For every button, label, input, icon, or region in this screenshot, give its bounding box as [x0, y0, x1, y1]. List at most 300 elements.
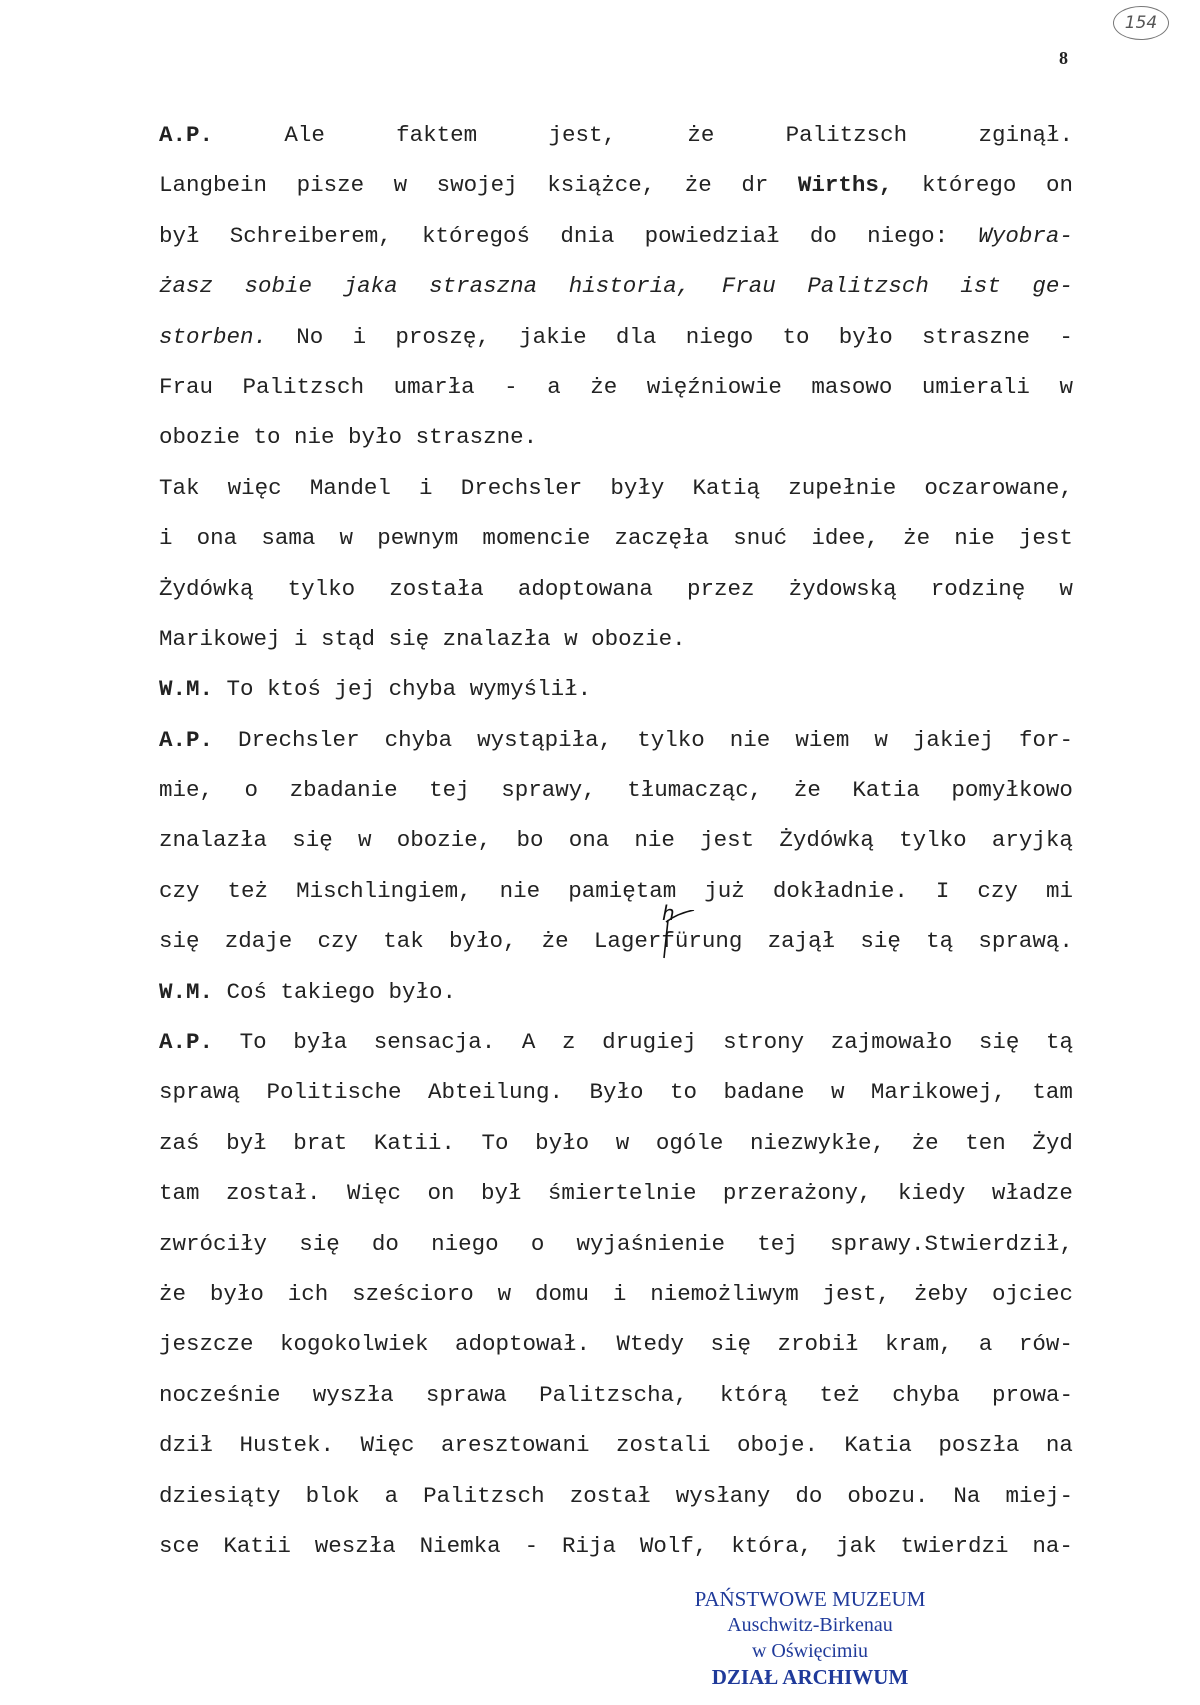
word: w — [357, 827, 372, 854]
word: rów- — [1018, 1331, 1073, 1358]
word: Wirths, — [797, 172, 893, 199]
word: Wtedy — [616, 1331, 684, 1358]
word: się — [710, 1331, 751, 1358]
text-line — [159, 312, 1073, 362]
word: - — [1059, 323, 1073, 350]
word: było — [838, 323, 893, 350]
word: i — [159, 525, 173, 552]
word: Drechsler — [460, 474, 583, 501]
word: był — [159, 222, 200, 249]
handwritten-correction: h — [662, 901, 675, 925]
word: się — [159, 928, 200, 955]
word: był — [480, 1180, 522, 1207]
word: Schreiberem, — [229, 222, 392, 249]
word: - — [504, 373, 518, 400]
word: to — [253, 424, 281, 451]
word: chyba — [892, 1381, 960, 1408]
word: sprawą — [159, 1079, 241, 1106]
word: Palitzsch — [785, 122, 908, 148]
handwritten-insertion-mark-icon — [660, 910, 696, 960]
word: ktoś — [267, 676, 322, 703]
word: i — [612, 1280, 627, 1307]
word: adoptowana — [517, 575, 653, 602]
word: było — [348, 424, 403, 451]
word: w — [339, 525, 354, 552]
text-line — [159, 1118, 1073, 1168]
word: Abteilung. — [427, 1079, 564, 1106]
word: umierali — [921, 373, 1030, 400]
word: się — [292, 827, 333, 854]
word: tą — [1045, 1029, 1073, 1056]
word: W.M. — [159, 676, 214, 703]
text-line — [159, 110, 1073, 160]
word: się — [299, 1230, 340, 1257]
word: oczarowane, — [924, 474, 1073, 501]
word: To — [481, 1129, 509, 1156]
word: jakie — [519, 323, 587, 350]
word: więźniowie — [646, 373, 782, 400]
word: i — [294, 625, 308, 652]
word: jeszcze — [159, 1331, 254, 1358]
word: oboje. — [736, 1432, 818, 1459]
word: jest — [700, 827, 755, 854]
word: Lagerfürung — [593, 928, 743, 955]
word: kogokolwiek — [279, 1331, 429, 1358]
word: momencie — [482, 525, 591, 552]
word: w — [1059, 373, 1073, 400]
word: on — [427, 1180, 455, 1207]
word: czy — [317, 928, 358, 955]
word: Palitzsch — [423, 1482, 545, 1509]
word: z — [561, 1029, 576, 1056]
word: aryjką — [991, 827, 1073, 854]
word: Politische — [266, 1079, 402, 1106]
word: niezwykłe, — [750, 1129, 886, 1156]
word: A.P. — [159, 1029, 214, 1056]
word: To — [239, 1029, 267, 1056]
word: for- — [1018, 726, 1073, 753]
word: Katia — [852, 777, 920, 804]
word: sześcioro — [352, 1280, 474, 1307]
document-body — [159, 110, 1073, 1571]
word: sprawą. — [978, 928, 1073, 955]
stamp-line-3: w Oświęcimiu — [751, 1640, 869, 1662]
word: władze — [991, 1180, 1073, 1207]
word: zaczęła — [614, 525, 710, 552]
word: miej- — [1005, 1482, 1073, 1509]
word: żydowską — [788, 575, 897, 602]
word: mi — [1045, 877, 1073, 904]
word: tej — [757, 1230, 798, 1257]
word: to — [669, 1079, 697, 1106]
word: aresztowani — [440, 1432, 590, 1459]
word: było. — [388, 978, 457, 1005]
word: Drechsler — [238, 726, 360, 753]
word: Katii — [223, 1532, 291, 1559]
word: tej — [429, 777, 470, 804]
text-line — [159, 211, 1073, 261]
word: Palitzsch — [807, 273, 929, 300]
word: w — [1059, 575, 1073, 602]
word: on — [1045, 172, 1073, 199]
word: była — [293, 1029, 348, 1056]
word: zostali — [615, 1432, 711, 1459]
word: na- — [1032, 1532, 1073, 1559]
word: wysłany — [675, 1482, 771, 1509]
word: Więc — [346, 1180, 401, 1207]
word: Wolf, — [639, 1532, 708, 1559]
word: Marikowej, — [870, 1079, 1006, 1106]
word: wyszła — [312, 1381, 394, 1408]
word: ten — [965, 1129, 1006, 1156]
word: to — [782, 323, 810, 350]
word: niemożliwym — [650, 1280, 799, 1307]
stamp-line-4: DZIAŁ ARCHIWUM — [711, 1665, 909, 1689]
word: wyjaśnienie — [576, 1230, 726, 1257]
word: Katii. — [373, 1129, 455, 1156]
word: domu — [534, 1280, 589, 1307]
word: straszna — [429, 273, 538, 300]
word: ona — [568, 827, 610, 854]
word: nie — [634, 827, 675, 854]
word: To — [226, 676, 254, 703]
text-line — [159, 1168, 1073, 1218]
word: umarła — [393, 373, 475, 400]
text-line — [159, 564, 1073, 614]
word: A.P. — [159, 122, 214, 148]
word: został. — [225, 1180, 321, 1207]
word: Niemka — [419, 1532, 501, 1559]
text-line — [159, 866, 1073, 916]
text-line — [159, 967, 1073, 1017]
word: Żydówką — [159, 575, 254, 602]
word: dziesiąty — [159, 1482, 281, 1509]
text-line — [159, 664, 1073, 714]
word: A.P. — [159, 726, 214, 753]
word: nie — [499, 877, 541, 904]
text-line — [159, 513, 1073, 563]
word: kiedy — [897, 1180, 966, 1207]
stamp-line-1: PAŃSTWOWE MUZEUM — [694, 1587, 926, 1611]
word: jaka — [343, 273, 398, 300]
word: obozie, — [396, 827, 492, 854]
word: chyba — [388, 676, 457, 703]
word: sprawa — [425, 1381, 507, 1408]
word: którego — [921, 172, 1017, 199]
word: sprawy.Stwierdził, — [829, 1230, 1073, 1257]
word: masowo — [811, 373, 893, 400]
text-line — [159, 1420, 1073, 1470]
word: A — [521, 1029, 536, 1056]
word: że — [541, 928, 569, 955]
word: pomyłkowo — [951, 777, 1073, 804]
word: historia, — [568, 273, 691, 300]
word: niego: — [867, 222, 949, 249]
text-line — [159, 765, 1073, 815]
text-line — [159, 1017, 1073, 1067]
word: do — [371, 1230, 399, 1257]
word: nie — [954, 525, 995, 552]
word: faktem — [396, 122, 478, 148]
word: straszne — [922, 323, 1031, 350]
word: zaś — [159, 1129, 200, 1156]
word: poszła — [938, 1432, 1020, 1459]
word: było — [209, 1280, 264, 1307]
word: było — [535, 1129, 590, 1156]
word: adoptował. — [454, 1331, 591, 1358]
word: sobie — [244, 273, 313, 300]
word: kram, — [884, 1331, 953, 1358]
word: się — [860, 928, 901, 955]
word: sce — [159, 1532, 200, 1559]
word: obozie — [159, 424, 241, 451]
word: książce, — [547, 172, 656, 199]
word: o — [530, 1230, 545, 1257]
word: Palitzscha, — [539, 1381, 688, 1408]
text-line — [159, 160, 1073, 210]
word: straszne. — [415, 424, 538, 451]
word: W.M. — [159, 978, 214, 1005]
word: nie — [294, 424, 335, 451]
word: się — [388, 625, 430, 652]
word: zdaje — [224, 928, 293, 955]
word: pewnym — [377, 525, 459, 552]
word: Palitzsch — [242, 373, 365, 400]
word: pisze — [296, 172, 365, 199]
word: Było — [589, 1079, 644, 1106]
word: wiem — [795, 726, 850, 753]
word: zupełnie — [788, 474, 897, 501]
word: i — [352, 323, 367, 350]
word: storben. — [159, 323, 268, 350]
word: Coś — [226, 978, 268, 1005]
word: o — [244, 777, 259, 804]
word: tłumacząc, — [627, 777, 763, 804]
word: że — [590, 373, 618, 400]
word: też — [227, 877, 269, 904]
word: dokładnie. — [772, 877, 908, 904]
word: w — [830, 1079, 845, 1106]
word: dla — [615, 323, 657, 350]
word: sensacja. — [373, 1029, 496, 1056]
word: No — [296, 323, 324, 350]
word: Frau — [721, 273, 776, 300]
text-line — [159, 261, 1073, 311]
word: tam — [1032, 1079, 1073, 1106]
word: było, — [448, 928, 517, 955]
word: proszę, — [395, 323, 490, 350]
text-line — [159, 463, 1073, 513]
word: Więc — [360, 1432, 415, 1459]
word: twierdzi — [900, 1532, 1009, 1559]
word: stąd — [321, 625, 376, 652]
word: obozie. — [591, 625, 686, 652]
word: dr — [741, 172, 769, 199]
word: Langbein — [159, 172, 268, 199]
word: Katią — [692, 474, 761, 501]
word: tak — [383, 928, 424, 955]
word: do — [795, 1482, 823, 1509]
word: obozu. — [847, 1482, 929, 1509]
text-line — [159, 1370, 1073, 1420]
word: została — [389, 575, 484, 602]
word: ona — [196, 525, 238, 552]
word: że — [911, 1129, 939, 1156]
word: swojej — [436, 172, 518, 199]
word: Ale — [284, 122, 325, 148]
word: zbadanie — [289, 777, 398, 804]
word: że — [159, 1280, 187, 1307]
word: tylko — [899, 827, 967, 854]
word: przerażony, — [722, 1180, 872, 1207]
word: bo — [516, 827, 544, 854]
word: jest, — [822, 1280, 891, 1307]
text-line — [159, 1067, 1073, 1117]
word: jej — [334, 676, 376, 703]
word: tą — [926, 928, 954, 955]
word: też — [819, 1381, 861, 1408]
word: że — [687, 122, 715, 148]
word: ojciec — [991, 1280, 1073, 1307]
word: dnia — [560, 222, 615, 249]
word: znalazła — [442, 625, 551, 652]
word: że — [903, 525, 931, 552]
word: i — [419, 474, 433, 501]
word: w — [874, 726, 888, 753]
word: ist — [960, 273, 1001, 300]
word: - — [524, 1532, 539, 1559]
word: w — [497, 1280, 512, 1307]
word: zwróciły — [159, 1230, 268, 1257]
text-line — [159, 815, 1073, 865]
word: były — [610, 474, 665, 501]
word: strony — [723, 1029, 805, 1056]
word: Rija — [561, 1532, 616, 1559]
word: zginął. — [978, 122, 1073, 148]
word: a — [547, 373, 561, 400]
word: Marikowej — [159, 625, 281, 652]
word: tylko — [287, 575, 356, 602]
word: sama — [261, 525, 316, 552]
word: na — [1045, 1432, 1073, 1459]
word: czy — [159, 877, 200, 904]
word: nie — [729, 726, 771, 753]
word: pamiętam — [568, 877, 677, 904]
word: sprawy, — [501, 777, 596, 804]
word: blok — [305, 1482, 360, 1509]
word: przez — [687, 575, 755, 602]
word: drugiej — [602, 1029, 697, 1056]
word: powiedział — [644, 222, 780, 249]
text-line — [159, 1319, 1073, 1369]
word: w — [393, 172, 408, 199]
word: tylko — [637, 726, 705, 753]
word: która, — [731, 1532, 813, 1559]
word: Hustek. — [239, 1432, 334, 1459]
word: nocześnie — [159, 1381, 281, 1408]
word: że — [684, 172, 712, 199]
word: ogóle — [655, 1129, 724, 1156]
word: badane — [723, 1079, 805, 1106]
text-line — [159, 715, 1073, 765]
word: Na — [953, 1482, 981, 1509]
word: do — [809, 222, 837, 249]
word: Wyobra- — [978, 222, 1073, 249]
word: prowa- — [991, 1381, 1073, 1408]
word: którą — [719, 1381, 788, 1408]
word: weszła — [314, 1532, 396, 1559]
word: czy — [977, 877, 1018, 904]
word: takiego — [280, 978, 376, 1005]
word: I — [935, 877, 950, 904]
word: żasz — [159, 273, 214, 300]
word: śmiertelnie — [547, 1180, 697, 1207]
word: więc — [227, 474, 282, 501]
archive-stamp — [640, 1586, 980, 1690]
word: niego — [685, 323, 754, 350]
word: w — [615, 1129, 630, 1156]
word: rodzinę — [930, 575, 1026, 602]
word: się — [978, 1029, 1020, 1056]
word: Mandel — [309, 474, 391, 501]
text-line — [159, 1219, 1073, 1269]
text-line — [159, 1471, 1073, 1521]
word: zajął — [767, 928, 836, 955]
word: w — [564, 625, 578, 652]
word: Tak — [159, 474, 200, 501]
word: jak — [836, 1532, 877, 1559]
word: tam — [159, 1180, 200, 1207]
word: dził — [159, 1432, 214, 1459]
word: mie, — [159, 777, 214, 804]
word: chyba — [384, 726, 453, 753]
word: znalazła — [159, 827, 268, 854]
word: żeby — [914, 1280, 969, 1307]
word: Żyd — [1032, 1129, 1073, 1156]
text-line — [159, 1269, 1073, 1319]
stamp-line-2: Auschwitz-Birkenau — [727, 1614, 893, 1636]
word: Żydówką — [779, 827, 874, 854]
word: któregoś — [422, 222, 531, 249]
word: zajmowało — [830, 1029, 953, 1056]
word: Katia — [844, 1432, 912, 1459]
word: był — [226, 1129, 267, 1156]
word: jest — [1018, 525, 1073, 552]
word: wystąpiła, — [477, 726, 613, 753]
word: wymyślił. — [469, 676, 592, 703]
word: Mischlingiem, — [296, 877, 472, 904]
word: zrobił — [777, 1331, 859, 1358]
text-line — [159, 1521, 1073, 1571]
text-line — [159, 412, 1073, 462]
word: snuć — [733, 525, 788, 552]
archive-number: 154 — [1113, 6, 1169, 40]
page-number: 8 — [1059, 48, 1068, 68]
word: został — [569, 1482, 651, 1509]
word: brat — [293, 1129, 348, 1156]
text-line — [159, 362, 1073, 412]
text-line — [159, 916, 1073, 966]
word: a — [384, 1482, 399, 1509]
word: już — [704, 877, 745, 904]
word: jakiej — [912, 726, 994, 753]
word: jest, — [548, 122, 616, 148]
word: ge- — [1032, 273, 1073, 300]
word: ich — [287, 1280, 329, 1307]
word: że — [793, 777, 821, 804]
word: a — [978, 1331, 993, 1358]
word: Frau — [159, 373, 214, 400]
